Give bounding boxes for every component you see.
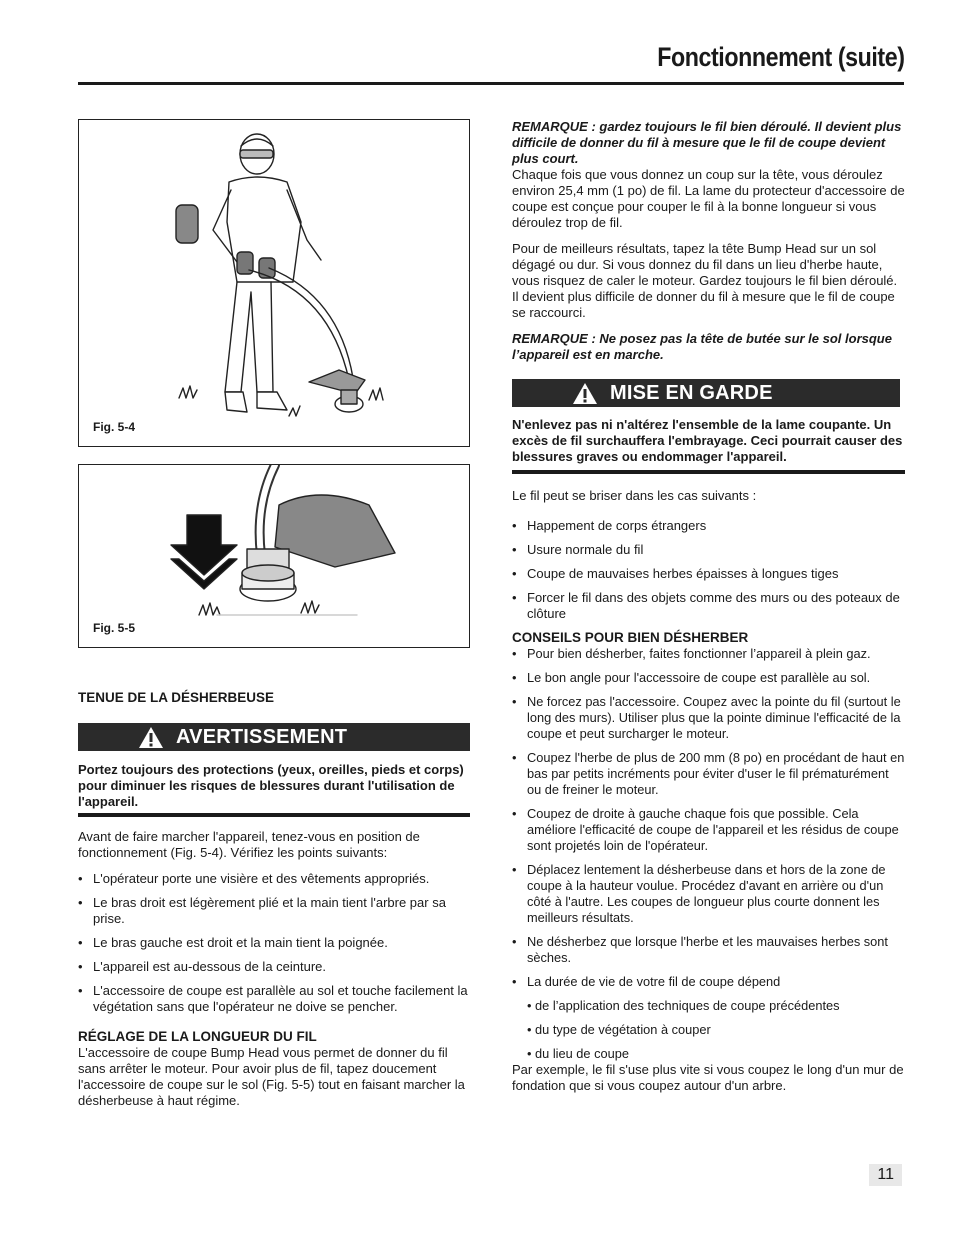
section-heading-line-length: RÉGLAGE DE LA LONGUEUR DU FIL <box>78 1029 317 1044</box>
note-1: REMARQUE : gardez toujours le fil bien déroulé. Il devient plus difficile de donner du fil à mesure que le fil de coupe devient plus court. <box>512 119 902 166</box>
list-item: • Pour bien désherber, faites fonctionner l’appareil à plein gaz. <box>512 646 905 662</box>
list-item: • Le bon angle pour l'accessoire de coupe est parallèle au sol. <box>512 670 905 686</box>
sub-list <box>512 998 905 1062</box>
paragraph-1: Chaque fois que vous donnez un coup sur la tête, vous déroulez environ 25,4 mm (1 po) de fil. La lame du protecteur d'accessoire de coupe est conçue pour couper le fil à la bonne longueur si vous déroulez trop de fil. <box>512 167 905 230</box>
list-item: • Coupe de mauvaises herbes épaisses à longues tiges <box>512 566 905 582</box>
list-item: • Ne désherbez que lorsque l'herbe et les mauvaises herbes sont sèches. <box>512 934 905 966</box>
page-number: 11 <box>869 1164 902 1186</box>
figure-caption: Fig. 5-5 <box>93 621 136 635</box>
warning-text: Portez toujours des protections (yeux, oreilles, pieds et corps) pour diminuer les risques de blessures durant l'utilisation de l'appareil. <box>78 762 464 809</box>
figure-5-4 <box>78 119 470 447</box>
line-length-paragraph: L'accessoire de coupe Bump Head vous permet de donner du fil sans arrêter le moteur. Pour avoir plus de fil, tapez doucement l'accessoire de coupe sur le sol (Fig. 5-5) tout en faisant marcher la désherbeuse à haut régime. <box>78 1045 465 1108</box>
tips-list <box>512 646 905 990</box>
intro-paragraph: Avant de faire marcher l'appareil, tenez-vous en position de fonctionnement (Fig. 5-4). Vérifiez les points suivants: <box>78 829 420 860</box>
list-item: • L'opérateur porte une visière et des vêtements appropriés. <box>78 871 470 887</box>
title-rule <box>78 82 904 85</box>
break-intro: Le fil peut se briser dans les cas suivants : <box>512 488 757 503</box>
list-item: • La durée de vie de votre fil de coupe dépend <box>512 974 905 990</box>
left-column <box>78 690 470 1109</box>
list-item: • Usure normale du fil <box>512 542 905 558</box>
check-list <box>78 871 470 1015</box>
list-item: • L'accessoire de coupe est parallèle au sol et touche facilement la végétation sans que l'opérateur ne doive se pencher. <box>78 983 470 1015</box>
warning-icon <box>572 382 598 405</box>
page-title: Fonctionnement (suite) <box>656 42 904 72</box>
warning-label: AVERTISSEMENT <box>176 726 348 748</box>
break-list <box>512 518 905 622</box>
operator-illustration <box>79 120 469 446</box>
paragraph-2: Pour de meilleurs résultats, tapez la tête Bump Head sur un sol dégagé ou dur. Si vous donnez du fil dans un lieu d'herbe haute, vous risquez de caler le moteur. Gardez toujours le fil bien déroulé. Il devient plus difficile de donner du fil à mesure que le fil de coupe se raccourci. <box>512 241 898 320</box>
list-item: • Happement de corps étrangers <box>512 518 905 534</box>
list-item: • Déplacez lentement la désherbeuse dans et hors de la zone de coupe à la hauteur voulue. Procédez d'avant en arrière ou d'un côté à l'autre. Les coupes de longueur plus courte donnent les meilleurs résultats. <box>512 862 905 926</box>
note-2: REMARQUE : Ne posez pas la tête de butée sur le sol lorsque l’appareil est en marche. <box>512 331 892 362</box>
right-column <box>512 119 905 1094</box>
caution-text: N'enlevez pas ni n'altérez l'ensemble de la lame coupante. Un excès de fil surchauffera l'embrayage. Ceci pourrait causer des blessures graves ou endommager l'appareil. <box>512 417 903 464</box>
sub-list-item: • du lieu de coupe <box>527 1046 629 1061</box>
bump-head-illustration <box>79 465 469 647</box>
list-item: • Le bras gauche est droit et la main tient la poignée. <box>78 935 470 951</box>
section-heading-holding: TENUE DE LA DÉSHERBEUSE <box>78 690 275 705</box>
closing-paragraph: Par exemple, le fil s'use plus vite si vous coupez le long d'un mur de fondation que si vous coupez autour d'un arbre. <box>512 1062 904 1093</box>
sub-list-item: • de l’application des techniques de coupe précédentes <box>527 998 840 1013</box>
list-item: • Coupez l'herbe de plus de 200 mm (8 po) en procédant de haut en bas par petits incréments pour éviter d'user le fil prématurément ou de freiner le moteur. <box>512 750 905 798</box>
figure-caption: Fig. 5-4 <box>93 420 136 434</box>
list-item: • Forcer le fil dans des objets comme des murs ou des poteaux de clôture <box>512 590 905 622</box>
warning-icon <box>138 726 164 749</box>
caution-label: MISE EN GARDE <box>610 382 773 404</box>
list-item: • L'appareil est au-dessous de la ceinture. <box>78 959 470 975</box>
list-item: • Ne forcez pas l'accessoire. Coupez avec la pointe du fil (surtout le long des murs). Utiliser plus que la pointe diminue l'efficacité de la coupe et peut surcharger le moteur. <box>512 694 905 742</box>
caution-banner <box>512 379 900 407</box>
sub-list-item: • du type de végétation à couper <box>527 1022 711 1037</box>
warning-banner <box>78 723 470 751</box>
list-item: • Coupez de droite à gauche chaque fois que possible. Cela améliore l'efficacité de coupe de l'appareil et les résidus de coupe sont projetés loin de l'opérateur. <box>512 806 905 854</box>
section-heading-tips: CONSEILS POUR BIEN DÉSHERBER <box>512 630 749 645</box>
list-item: • Le bras droit est légèrement plié et la main tient l'arbre par sa prise. <box>78 895 470 927</box>
figure-5-5 <box>78 464 470 648</box>
